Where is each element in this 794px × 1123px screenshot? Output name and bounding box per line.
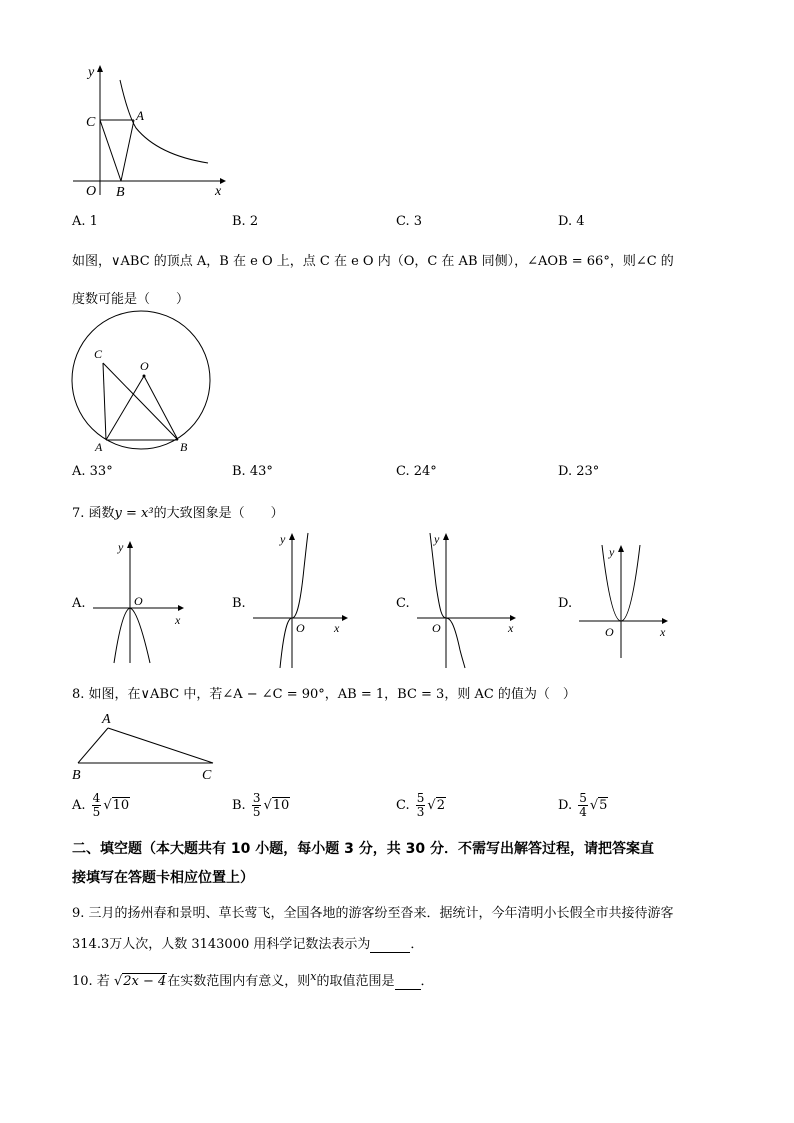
q7d-x-label: x bbox=[660, 625, 666, 639]
q6-option-d: D. 23° bbox=[558, 464, 600, 479]
q10-stem: 10. 若 √2x − 4在实数范围内有意义，则$^x$的取值范围是 ． bbox=[72, 970, 434, 989]
q7-option-d: D. bbox=[558, 596, 573, 611]
q5-y-label: y bbox=[88, 65, 95, 80]
q7d-o-label: O bbox=[605, 625, 614, 639]
q8-figure bbox=[68, 708, 228, 784]
q6-o-label: O bbox=[140, 359, 149, 373]
q8-a-sqrt: √10 bbox=[103, 798, 130, 813]
q7-graph-a bbox=[90, 538, 190, 668]
q6-option-b: B. 43° bbox=[232, 464, 273, 479]
q7a-o-label: O bbox=[134, 594, 143, 608]
q10-answer-blank[interactable] bbox=[395, 974, 421, 990]
q8-a-label: A bbox=[102, 712, 111, 727]
q7-stem-post: 的大致图象是（ ） bbox=[153, 506, 284, 521]
section2-heading-line2: 接填写在答题卡相应位置上） bbox=[72, 870, 254, 886]
q6-option-c: C. 24° bbox=[396, 464, 437, 479]
q8-c-fraction: $\frac{5}{3}$ bbox=[416, 791, 425, 819]
q7c-x-label: x bbox=[508, 621, 514, 635]
q6-stem-line2: 度数可能是（ ） bbox=[72, 292, 190, 307]
q7a-x-label: x bbox=[175, 613, 181, 627]
q5-option-b: B. 2 bbox=[232, 214, 259, 229]
q9-answer-blank[interactable] bbox=[370, 937, 410, 953]
section2-heading-line1: 二、填空题（本大题共有 10 小题，每小题 3 分，共 30 分．不需写出解答过程，请把答案直 bbox=[72, 841, 654, 857]
q7b-y-label: y bbox=[280, 532, 286, 546]
q7b-x-label: x bbox=[334, 621, 340, 635]
q5-c-label: C bbox=[86, 115, 96, 130]
q7-stem-pre: 7. 函数 bbox=[72, 506, 115, 521]
q8-option-d: D. $\frac{5}{4}$ √5 bbox=[558, 791, 608, 819]
q10-sqrt: √2x − 4 bbox=[113, 974, 167, 989]
q8-option-b: B. $\frac{3}{5}$ √10 bbox=[232, 791, 290, 819]
q6-b-label: B bbox=[180, 440, 188, 454]
q8-d-fraction: $\frac{5}{4}$ bbox=[579, 791, 587, 819]
q5-a-label: A bbox=[136, 108, 144, 123]
q5-o-label: O bbox=[86, 184, 97, 199]
q7d-y-label: y bbox=[609, 545, 615, 559]
q7-graph-c bbox=[414, 530, 524, 670]
q5-b-label: B bbox=[116, 185, 125, 200]
q8-a-fraction: $\frac{4}{5}$ bbox=[92, 791, 101, 819]
q7-option-c: C. bbox=[396, 596, 410, 611]
q5-figure bbox=[68, 60, 228, 200]
q5-option-a: A. 1 bbox=[72, 214, 98, 229]
q7-option-a: A. bbox=[72, 596, 86, 611]
q7b-o-label: O bbox=[296, 621, 305, 635]
q7c-o-label: O bbox=[432, 621, 441, 635]
q8-c-label: C bbox=[202, 768, 212, 783]
q7a-y-label: y bbox=[118, 540, 124, 554]
q6-stem-line1: 如图，∨ABC 的顶点 A，B 在 e O 上，点 C 在 e O 内（O，C 在 AB 同侧），∠AOB = 66°，则∠C 的 bbox=[72, 254, 674, 269]
q8-c-sqrt: √2 bbox=[427, 798, 445, 813]
q7-option-b: B. bbox=[232, 596, 246, 611]
q5-option-d: D. 4 bbox=[558, 214, 585, 229]
q5-option-c: C. 3 bbox=[396, 214, 423, 229]
q9-stem-line2: 314.3万人次，人数 3143000 用科学记数法表示为 ． bbox=[72, 937, 424, 952]
q8-option-c: C. $\frac{5}{3}$ √2 bbox=[396, 791, 445, 819]
q7-graph-d bbox=[576, 540, 676, 660]
q10-var: x bbox=[310, 970, 317, 983]
q7c-y-label: y bbox=[434, 532, 440, 546]
q6-option-a: A. 33° bbox=[72, 464, 113, 479]
q8-b-sqrt: √10 bbox=[263, 798, 290, 813]
q6-figure bbox=[66, 306, 218, 458]
q7-stem bbox=[72, 502, 284, 521]
q5-x-label: x bbox=[215, 184, 222, 199]
q8-b-fraction: $\frac{3}{5}$ bbox=[252, 791, 261, 819]
q8-d-sqrt: √5 bbox=[589, 798, 608, 813]
q6-a-label: A bbox=[95, 440, 103, 454]
q7-stem-equation: y = x³ bbox=[114, 506, 154, 521]
q9-stem-line1: 9. 三月的扬州春和景明、草长莺飞，全国各地的游客纷至沓来．据统计，今年清明小长假全市共接待游客 bbox=[72, 906, 674, 921]
q8-b-label: B bbox=[72, 768, 81, 783]
q7-graph-b bbox=[250, 530, 350, 670]
q8-stem: 8. 如图，在∨ABC 中，若∠A − ∠C = 90°，AB = 1，BC = 3，则 AC 的值为（ ） bbox=[72, 687, 576, 702]
q6-c-label: C bbox=[94, 347, 103, 361]
q8-option-a: A. $\frac{4}{5}$ √10 bbox=[72, 791, 130, 819]
